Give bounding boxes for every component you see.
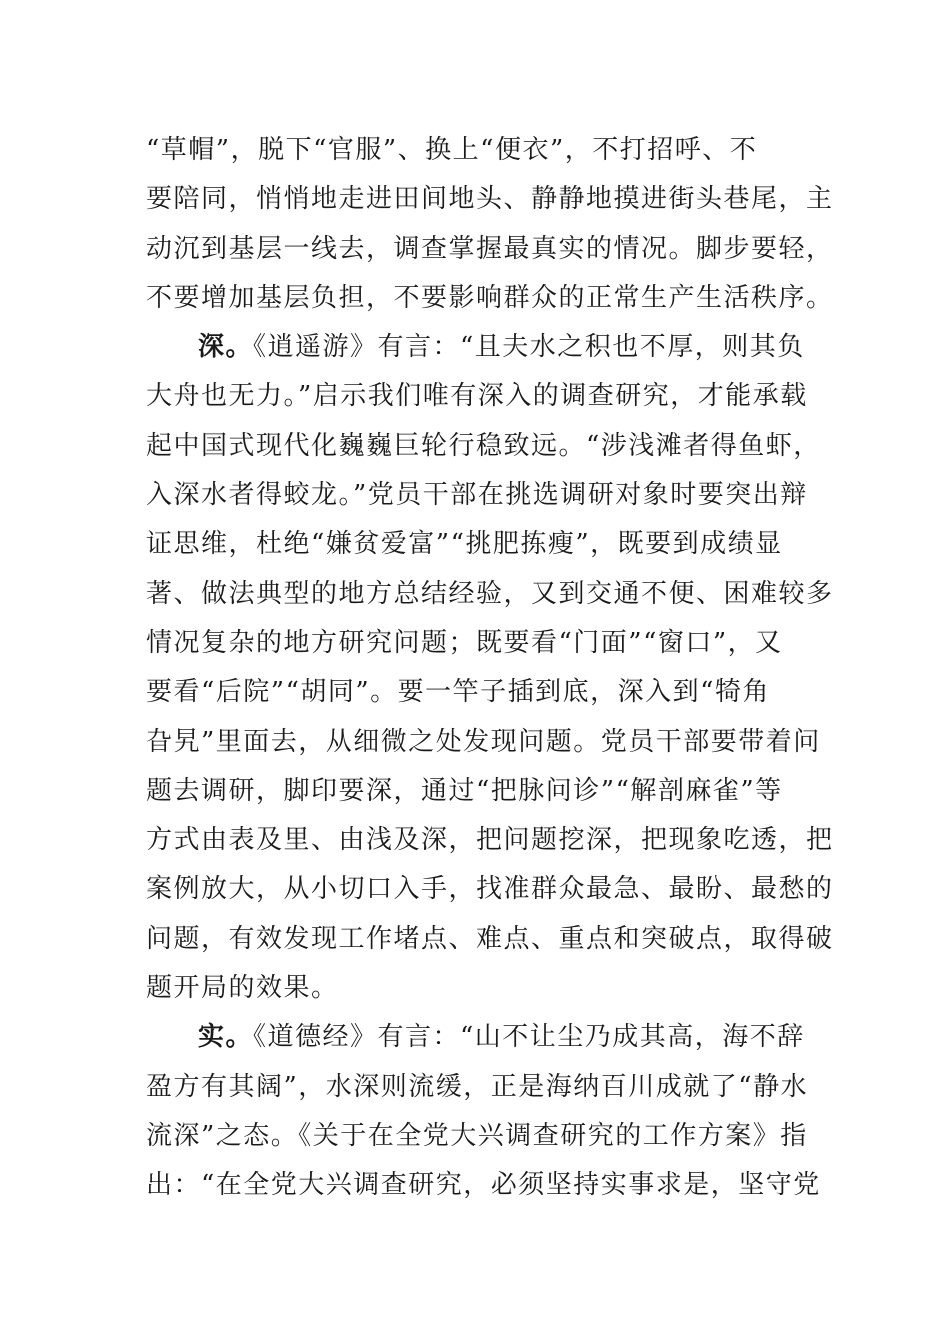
text-line: 题去调研，脚印要深，通过“把脉问诊”“解剖麻雀”等 xyxy=(146,775,783,806)
text-line: 情况复杂的地方研究问题；既要看“门面”“窗口”，又 xyxy=(146,627,783,658)
text-line: 方式由表及里、由浅及深，把问题挖深，把现象吃透，把 xyxy=(146,825,834,856)
text-line: “草帽”，脱下“官服”、换上“便衣”，不打招呼、不 xyxy=(146,135,758,165)
text-line: 问题，有效发现工作堵点、难点、重点和突破点，取得破 xyxy=(146,923,834,954)
body-text xyxy=(146,126,834,1211)
text-line: 流深”之态。《关于在全党大兴调查研究的工作方案》指 xyxy=(146,1120,808,1151)
text-line: 不要增加基层负担，不要影响群众的正常生产生活秩序。 xyxy=(146,282,834,313)
text-line: 起中国式现代化巍巍巨轮行稳致远。“涉浅滩者得鱼虾， xyxy=(146,430,821,461)
text-line: 入深水者得蛟龙。”党员干部在挑选调研对象时要突出辩 xyxy=(146,480,808,511)
text-line: 旮旯”里面去，从细微之处发现问题。党员干部要带着问 xyxy=(146,726,821,757)
text-line: 大舟也无力。”启示我们唯有深入的调查研究，才能承载 xyxy=(146,381,808,412)
text-line: 著、做法典型的地方总结经验，又到交通不便、困难较多 xyxy=(146,578,834,609)
text-line: 动沉到基层一线去，调查掌握最真实的情况。脚步要轻， xyxy=(146,233,834,264)
text-line: 题开局的效果。 xyxy=(146,973,339,1004)
text-line: 要看“后院”“胡同”。要一竿子插到底，深入到“犄角 xyxy=(146,677,770,708)
text-line: 要陪同，悄悄地走进田间地头、静静地摸进街头巷尾，主 xyxy=(146,184,834,215)
text-line: 证思维，杜绝“嫌贫爱富”“挑肥拣瘦”，既要到成绩显 xyxy=(146,529,783,560)
text-segment: 《逍遥游》有言：“且夫水之积也不厚，则其负 xyxy=(253,332,805,363)
text-line: 案例放大，从小切口入手，找准群众最急、最盼、最愁的 xyxy=(146,874,834,905)
paragraph-first-line xyxy=(146,323,806,372)
paragraph-first-line xyxy=(146,1013,806,1062)
text-line: 盈方有其阔”，水深则流缓，正是海纳百川成就了“静水 xyxy=(146,1071,809,1102)
text-segment: 《道德经》有言：“山不让尘乃成其高，海不辞 xyxy=(253,1022,805,1053)
text-line: 出：“在全党大兴调查研究，必须坚持实事求是，坚守党 xyxy=(146,1170,821,1201)
paragraph-lead-deep: 深。 xyxy=(198,332,254,363)
paragraph-lead-solid: 实。 xyxy=(198,1022,254,1053)
